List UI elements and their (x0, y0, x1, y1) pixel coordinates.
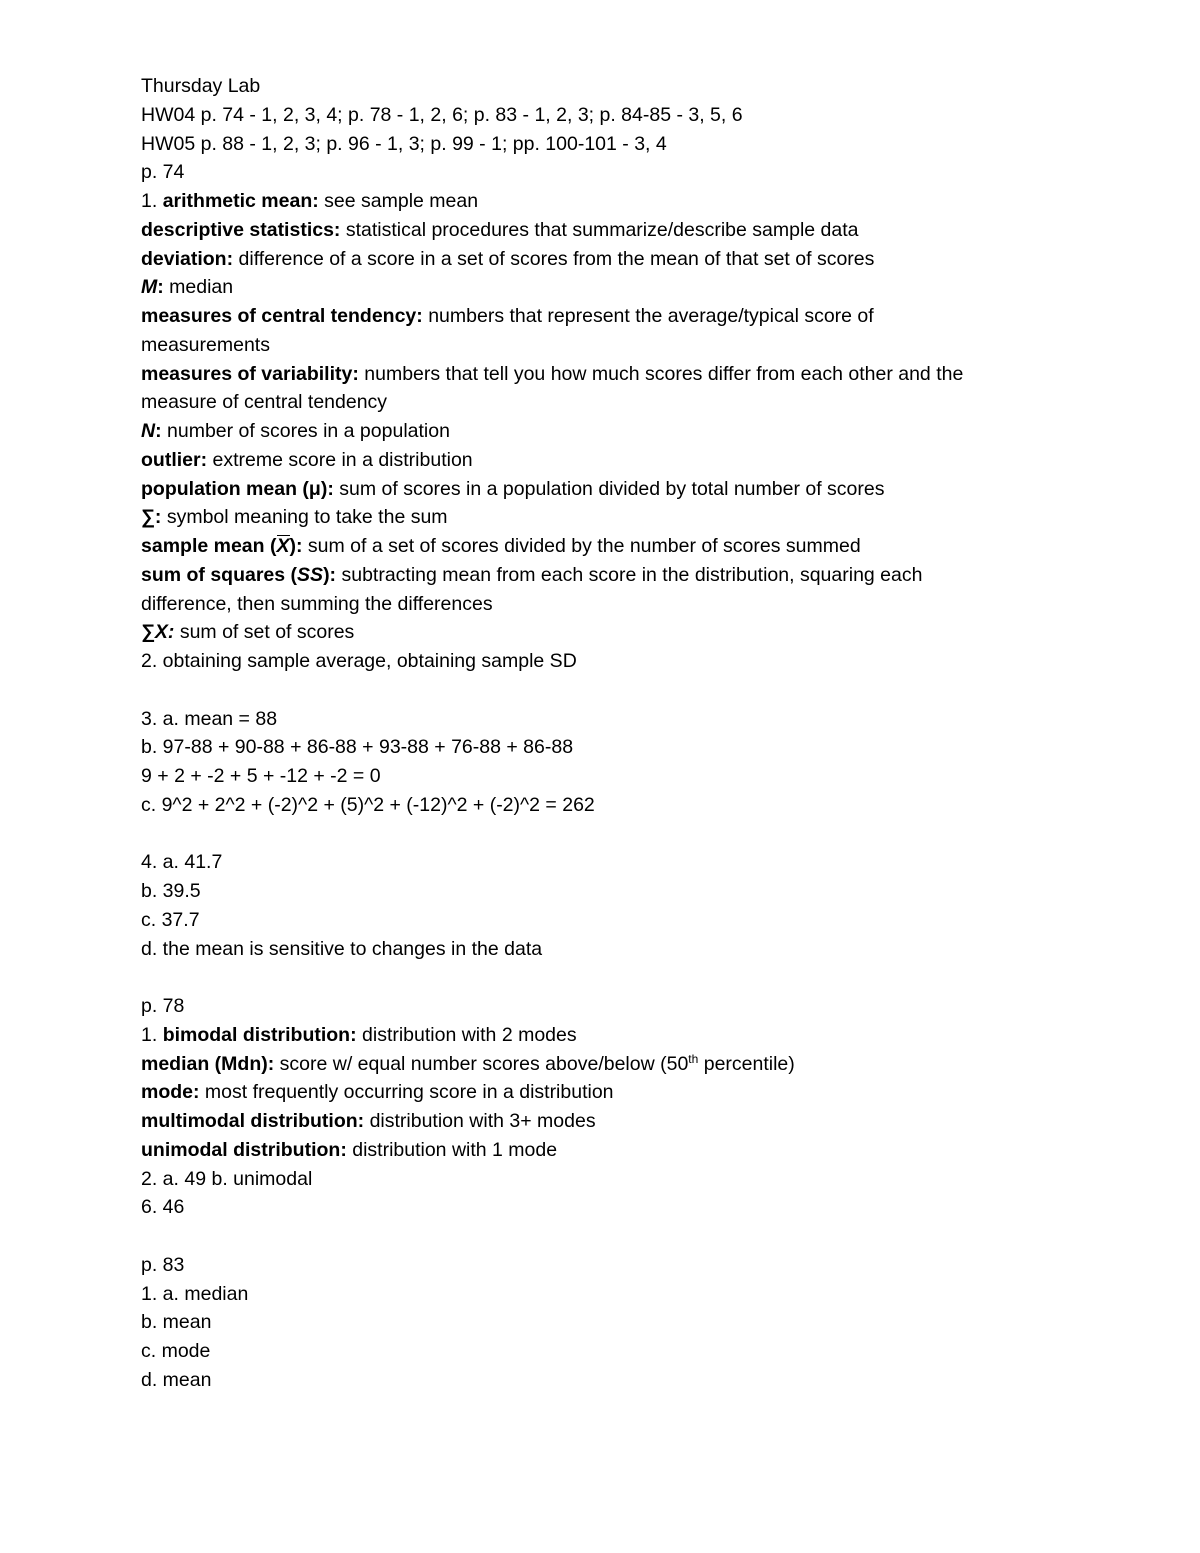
glossary-entry (141, 360, 1141, 389)
glossary-definition-continued: difference, then summing the differences (141, 592, 493, 615)
glossary-definition: sum of scores in a population divided by total number of scores (333, 477, 885, 500)
x-bar-symbol: X (276, 532, 289, 561)
glossary-definition: symbol meaning to take the sum (161, 506, 448, 529)
hw05-assignment: HW05 p. 88 - 1, 2, 3; p. 96 - 1, 3; p. 99 - 1; pp. 100-101 - 3, 4 (141, 132, 667, 155)
answer-line: 1. a. median (141, 1282, 249, 1305)
answer-line: 6. 46 (141, 1196, 185, 1219)
glossary-term: measures of central tendency: (141, 305, 423, 327)
glossary-term: bimodal distribution: (162, 1023, 357, 1046)
answer-line: c. 9^2 + 2^2 + (-2)^2 + (5)^2 + (-12)^2 + (-2)^2 = 262 (141, 793, 595, 816)
glossary-definition: extreme score in a distribution (207, 448, 473, 471)
glossary-definition: numbers that tell you how much scores differ from each other and the (358, 362, 964, 385)
glossary-entry (141, 503, 1141, 532)
glossary-term-suffix: ): (323, 563, 337, 586)
hw04-assignment: HW04 p. 74 - 1, 2, 3, 4; p. 78 - 1, 2, 6; p. 83 - 1, 2, 3; p. 84-85 - 3, 5, 6 (141, 103, 743, 126)
document-body (141, 72, 1141, 1395)
glossary-entry (141, 302, 1141, 331)
answer-line: c. 37.7 (141, 908, 200, 931)
glossary-term: deviation: (141, 247, 234, 270)
answer-line: b. 39.5 (141, 880, 201, 902)
glossary-term-colon: : (155, 420, 162, 442)
glossary-definition: distribution with 1 mode (346, 1138, 558, 1161)
glossary-definition: sum of set of scores (174, 621, 355, 644)
glossary-term: descriptive statistics: (141, 218, 341, 241)
answer-line: 3. a. mean = 88 (141, 707, 278, 730)
glossary-term-prefix: sum of squares ( (141, 563, 298, 586)
glossary-definition: sum of a set of scores divided by the number of scores summed (302, 535, 861, 557)
glossary-term: median (Mdn): (141, 1052, 275, 1075)
glossary-definition-continued: measure of central tendency (141, 391, 388, 414)
glossary-entry (141, 618, 1141, 647)
section-heading-p74: p. 74 (141, 161, 185, 184)
glossary-definition: numbers that represent the average/typical score of (422, 305, 874, 327)
glossary-term-suffix: ): (289, 535, 303, 557)
glossary-entry (141, 1021, 1141, 1050)
glossary-entry (141, 561, 1141, 590)
glossary-term: ∑: (141, 506, 162, 529)
glossary-term: N (141, 420, 156, 442)
glossary-term: measures of variability: (141, 362, 359, 385)
glossary-term-prefix: sample mean ( (141, 535, 277, 557)
blank-line (141, 963, 1141, 992)
glossary-entry (141, 273, 1141, 302)
glossary-definition: see sample mean (318, 190, 479, 212)
answer-line: 2. obtaining sample average, obtaining sample SD (141, 650, 577, 672)
glossary-entry (141, 1078, 1141, 1107)
superscript: th (688, 1051, 699, 1066)
glossary-definition: difference of a score in a set of scores from the mean of that set of scores (233, 247, 875, 270)
glossary-entry (141, 245, 1141, 274)
answer-line: 2. a. 49 b. unimodal (141, 1167, 313, 1190)
section-heading-p78: p. 78 (141, 995, 185, 1017)
question-number: 1. (141, 1023, 163, 1046)
glossary-term: ∑X: (141, 621, 175, 644)
glossary-term: mode: (141, 1081, 200, 1104)
glossary-term: arithmetic mean: (162, 190, 319, 212)
answer-line: b. 97-88 + 90-88 + 86-88 + 93-88 + 76-88 + 86-88 (141, 736, 574, 759)
answer-line: b. mean (141, 1311, 212, 1334)
blank-line (141, 1222, 1141, 1251)
glossary-entry (141, 216, 1141, 245)
glossary-term: population mean (μ): (141, 477, 334, 500)
glossary-entry (141, 446, 1141, 475)
glossary-entry (141, 1050, 1141, 1079)
glossary-definition: distribution with 2 modes (356, 1023, 577, 1046)
glossary-term: multimodal distribution: (141, 1110, 365, 1132)
glossary-term: unimodal distribution: (141, 1138, 347, 1161)
blank-line (141, 676, 1141, 705)
glossary-definition: median (163, 276, 234, 299)
glossary-term-abbrev: SS (297, 563, 324, 586)
glossary-entry (141, 1107, 1141, 1136)
document-title: Thursday Lab (141, 75, 261, 97)
answer-line: d. the mean is sensitive to changes in the data (141, 937, 543, 960)
glossary-entry (141, 1136, 1141, 1165)
glossary-entry (141, 475, 1141, 504)
answer-line: 9 + 2 + -2 + 5 + -12 + -2 = 0 (141, 765, 381, 787)
answer-line: 4. a. 41.7 (141, 851, 223, 874)
glossary-entry (141, 417, 1141, 446)
glossary-definition: score w/ equal number scores above/below (50 (274, 1052, 689, 1075)
glossary-definition: statistical procedures that summarize/describe sample data (340, 218, 859, 241)
glossary-entry (141, 532, 1141, 561)
glossary-term: M (141, 276, 158, 299)
glossary-definition-end: percentile) (698, 1052, 795, 1075)
glossary-entry (141, 187, 1141, 216)
glossary-definition: distribution with 3+ modes (364, 1110, 596, 1132)
glossary-definition: number of scores in a population (161, 420, 450, 442)
question-number: 1. (141, 190, 163, 212)
answer-line: d. mean (141, 1368, 212, 1391)
section-heading-p83: p. 83 (141, 1253, 185, 1276)
glossary-term-colon: : (157, 276, 164, 299)
answer-line: c. mode (141, 1340, 211, 1362)
glossary-definition: subtracting mean from each score in the distribution, squaring each (336, 563, 923, 586)
glossary-term: outlier: (141, 448, 208, 471)
blank-line (141, 820, 1141, 849)
glossary-definition-continued: measurements (141, 333, 270, 356)
glossary-definition: most frequently occurring score in a distribution (199, 1081, 614, 1104)
